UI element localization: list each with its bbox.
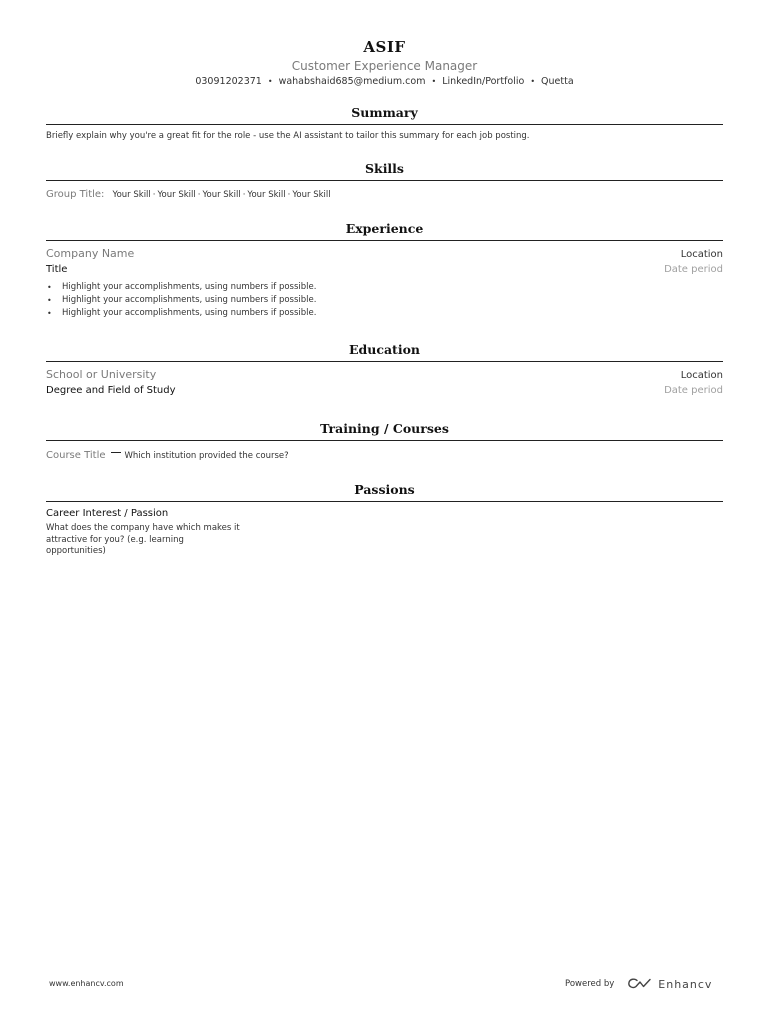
accomplishment-text: Highlight your accomplishments, using numbers if possible. — [62, 282, 317, 292]
experience-section — [46, 219, 723, 320]
passion-title: Career Interest / Passion — [46, 508, 169, 519]
training-heading: Training / Courses — [320, 421, 449, 436]
degree-field: Degree and Field of Study — [46, 385, 176, 396]
summary-section — [46, 103, 723, 142]
accomplishment-list — [46, 281, 723, 320]
powered-by-label: Powered by — [565, 979, 615, 989]
section-divider — [46, 361, 723, 362]
skill-separator: · — [287, 190, 291, 200]
resume-page — [46, 36, 723, 558]
job-title: Title — [46, 264, 68, 275]
bullet-icon: • — [47, 309, 52, 318]
skill-separator: · — [242, 190, 246, 200]
accomplishment-text: Highlight your accomplishments, using numbers if possible. — [62, 308, 317, 318]
education-section — [46, 340, 723, 399]
course-entry — [46, 446, 723, 460]
section-divider — [46, 240, 723, 241]
skills-section — [46, 159, 723, 199]
course-description: Which institution provided the course? — [124, 451, 289, 461]
linkedin-portfolio-link: LinkedIn/Portfolio — [442, 76, 525, 87]
phone-number: 03091202371 — [195, 76, 262, 87]
contact-line — [46, 75, 723, 89]
footer-website-link[interactable]: www.enhancv.com — [49, 979, 124, 988]
passions-heading: Passions — [354, 482, 415, 497]
list-item — [46, 281, 723, 294]
email-address: wahabshaid685@medium.com — [278, 76, 426, 87]
list-item — [46, 294, 723, 307]
skills-group — [46, 185, 723, 199]
skill-item: Your Skill — [112, 190, 151, 200]
section-divider — [46, 180, 723, 181]
passions-section — [46, 480, 723, 558]
course-title: Course Title — [46, 450, 106, 461]
school-location: Location — [680, 370, 723, 381]
footer-branding — [565, 975, 712, 993]
education-date-period: Date period — [664, 385, 723, 396]
location-text: Quetta — [541, 76, 574, 87]
passion-description: What does the company have which makes it attractive for you? (e.g. learning opportunities) — [46, 523, 240, 556]
skill-item: Your Skill — [247, 190, 286, 200]
summary-heading: Summary — [351, 105, 418, 120]
education-heading: Education — [348, 342, 420, 357]
job-date-period: Date period — [664, 264, 723, 275]
contact-separator: • — [530, 77, 536, 86]
experience-entry — [46, 246, 723, 320]
skills-group-title: Group Title: — [46, 189, 105, 200]
section-divider — [46, 124, 723, 125]
section-divider — [46, 501, 723, 502]
skill-separator: · — [197, 190, 201, 200]
candidate-name: ASIF — [363, 38, 406, 56]
enhancv-brand-text: Enhancv — [658, 977, 713, 991]
accomplishment-text: Highlight your accomplishments, using numbers if possible. — [62, 295, 317, 305]
skill-item: Your Skill — [202, 190, 241, 200]
enhancv-logo-icon — [626, 977, 654, 991]
contact-separator: • — [431, 77, 437, 86]
skill-item: Your Skill — [157, 190, 196, 200]
education-entry — [46, 367, 723, 399]
list-item — [46, 307, 723, 320]
summary-text: Briefly explain why you're a great fit for the role - use the AI assistant to tailor this summary for each job posting. — [46, 131, 530, 141]
skills-heading: Skills — [365, 161, 404, 176]
job-location: Location — [680, 249, 723, 260]
skill-separator: · — [152, 190, 156, 200]
training-section — [46, 419, 723, 460]
bullet-icon: • — [47, 283, 52, 292]
candidate-title: Customer Experience Manager — [291, 59, 478, 73]
experience-heading: Experience — [345, 221, 424, 236]
company-name: Company Name — [46, 247, 135, 260]
section-divider — [46, 440, 723, 441]
dash-separator — [111, 452, 121, 453]
school-name: School or University — [46, 368, 157, 381]
bullet-icon: • — [47, 296, 52, 305]
skill-item: Your Skill — [292, 190, 331, 200]
contact-separator: • — [267, 77, 273, 86]
